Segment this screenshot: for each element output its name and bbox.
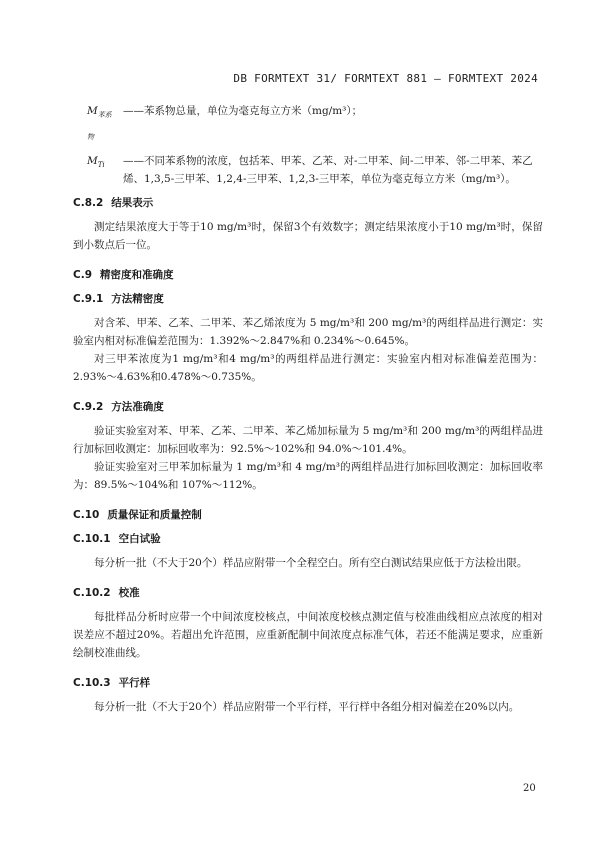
page-number: 20 (523, 783, 536, 794)
section-title: 方法精密度 (111, 293, 164, 306)
variable-symbol: M (87, 105, 98, 117)
section-heading (73, 194, 543, 212)
section-title: 精密度和准确度 (100, 269, 174, 282)
variable-description: ——不同苯系物的浓度，包括苯、甲苯、乙苯、对-二甲苯、间-二甲苯、邻-二甲苯、苯乙烯、1,3,5-三甲苯、1,2,4-三甲苯、1,2,3-三甲苯，单位为毫克每立方米（mg/m³）。 (123, 155, 533, 186)
variable-description: ——苯系物总量，单位为毫克每立方米（mg/m³）； (123, 105, 363, 117)
paragraph: 测定结果浓度大于等于10 mg/m³时，保留3个有效数字；测定结果浓度小于10 mg/m³时，保留到小数点后一位。 (73, 221, 543, 252)
document-body (73, 102, 543, 716)
section-heading (73, 290, 543, 308)
section-heading (73, 674, 543, 692)
paragraph: 每分析一批（不大于20个）样品应附带一个全程空白。所有空白测试结果应低于方法检出限。 (94, 557, 528, 570)
paragraph: 对含苯、甲苯、乙苯、二甲苯、苯乙烯浓度为 5 mg/m³和 200 mg/m³的两组样品进行测定：实验室内相对标准偏差范围为：1.392%～2.847%和 0.234%～0.645%。 (73, 317, 543, 348)
variable-definition (73, 152, 543, 188)
section-title: 方法准确度 (111, 401, 164, 414)
section-number: C.10.3 (73, 677, 111, 690)
page-header: DB FORMTEXT 31/ FORMTEXT 881 — FORMTEXT 2024 (233, 72, 538, 85)
paragraph: 验证实验室对三甲苯加标量为 1 mg/m³和 4 mg/m³的两组样品进行加标回收测定：加标回收率为：89.5%～104%和 107%～112%。 (73, 461, 543, 492)
paragraph: 每分析一批（不大于20个）样品应附带一个平行样，平行样中各组分相对偏差在20%以内。 (94, 701, 520, 714)
variable-subscript: Ti (97, 161, 105, 170)
paragraph: 验证实验室对苯、甲苯、乙苯、二甲苯、苯乙烯加标量为 5 mg/m³和 200 mg/m³的两组样品进行加标回收测定：加标回收率为：92.5%～102%和 94.0%～101.4%。 (73, 425, 543, 456)
section-number: C.8.2 (73, 197, 104, 210)
section-heading (73, 584, 543, 602)
section-number: C.10 (73, 509, 100, 522)
section-heading (73, 530, 543, 548)
variable-subscript: 苯系物 (87, 111, 112, 142)
section-title: 结果表示 (111, 197, 154, 210)
section-title: 空白试验 (118, 533, 161, 546)
section-number: C.9.1 (73, 293, 104, 306)
section-title: 平行样 (118, 677, 151, 690)
section-heading (73, 266, 543, 284)
paragraph: 对三甲苯浓度为1 mg/m³和4 mg/m³的两组样品进行测定：实验室内相对标准偏差范围为：2.93%～4.63%和0.478%～0.735%。 (73, 353, 543, 384)
section-title: 质量保证和质量控制 (107, 509, 202, 522)
section-title: 校准 (118, 587, 140, 600)
section-number: C.10.2 (73, 587, 111, 600)
section-number: C.10.1 (73, 533, 111, 546)
section-number: C.9.2 (73, 401, 104, 414)
section-heading (73, 506, 543, 524)
variable-definition (73, 102, 543, 146)
section-number: C.9 (73, 269, 93, 282)
paragraph: 每批样品分析时应带一个中间浓度校核点，中间浓度校核点测定值与校准曲线相应点浓度的相对误差应不超过20%。若超出允许范围，应重新配制中间浓度点标准气体，若还不能满足要求，应重新绘制校准曲线。 (73, 611, 543, 660)
variable-symbol: M (87, 155, 98, 168)
section-heading (73, 398, 543, 416)
